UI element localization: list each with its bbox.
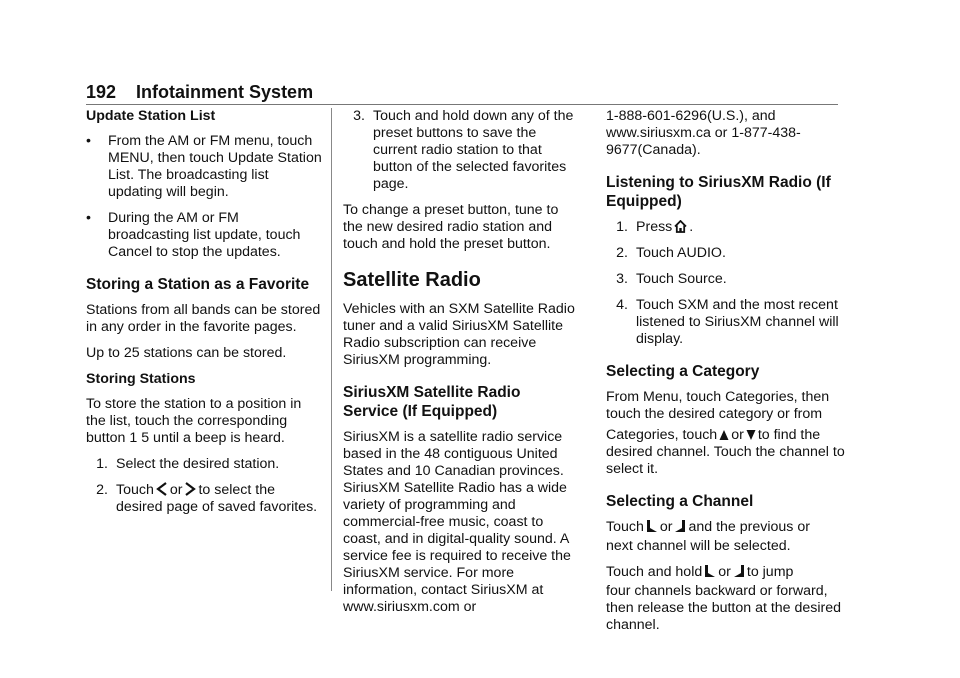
header-rule	[86, 104, 838, 105]
column-divider	[331, 108, 332, 591]
paragraph: four channels backward or forward, then release the button at the desired channel.	[606, 583, 842, 633]
paragraph: To store the station to a position in the list, touch the corresponding button 1 5 until a beep is heard.	[86, 396, 302, 446]
inline-text: or	[659, 519, 673, 535]
step-text: Select the desired station.	[116, 456, 280, 472]
bullet-mark: •	[86, 210, 91, 226]
inline-text: Touch	[606, 519, 644, 535]
inline-text: or	[731, 427, 744, 443]
seek-forward-icon	[646, 519, 658, 533]
paragraph: To change a preset button, tune to the new desired radio station and touch and hold the preset button.	[343, 202, 559, 252]
list-item	[86, 133, 322, 201]
paragraph: SiriusXM is a satellite radio service based in the 48 contiguous United States and 10 Canadian provinces. SiriusXM Satellite Radio has a wide variety of programming and commercial-free music, coast to coast, and in digital-quality sound. A service fee is required to receive the SiriusXM service. For more information, contact SiriusXM at www.siriusxm.com or	[343, 429, 571, 615]
home-icon	[674, 220, 687, 233]
triangle-up-icon	[719, 429, 729, 441]
paragraph: 1-888-601-6296(U.S.), and www.siriusxm.ca or 1-877-438-9677(Canada).	[606, 108, 801, 158]
paragraph: From Menu, touch Categories, then touch the desired category or from	[606, 389, 830, 422]
inline-text: or	[718, 564, 731, 580]
list-item	[86, 482, 322, 516]
list-item	[606, 245, 846, 262]
inline-text: Categories, touch	[606, 427, 718, 443]
inline-text: to find the	[757, 427, 821, 443]
inline-text: and the previous or	[688, 519, 810, 535]
section-heading-channel: Selecting a Channel	[606, 493, 754, 510]
section-heading-service: SiriusXM Satellite Radio Service (If Equipped)	[343, 384, 521, 420]
column-3	[606, 108, 846, 643]
list-item	[86, 210, 322, 261]
storing-stations-title: Storing Stations	[86, 371, 196, 387]
list-item	[86, 456, 322, 473]
step-text: Touch AUDIO.	[636, 245, 726, 261]
step-text: desired page of saved favorites.	[116, 499, 318, 515]
page-number: 192	[86, 82, 117, 102]
step-number: 4.	[616, 297, 628, 313]
inline-text: Touch and hold	[606, 564, 703, 580]
page-title: Infotainment System	[136, 82, 314, 102]
seek-back-icon	[733, 564, 745, 578]
section-heading-listening: Listening to SiriusXM Radio (If Equipped)	[606, 174, 831, 210]
update-station-list-title: Update Station List	[86, 108, 216, 124]
list-item	[606, 271, 846, 288]
step-text: to select the	[198, 482, 275, 498]
column-1	[86, 108, 322, 525]
step-number: 1.	[96, 456, 108, 472]
step-number: 3.	[616, 271, 628, 287]
page-header	[86, 82, 313, 103]
bullet-text: During the AM or FM broadcasting list update, touch Cancel to stop the updates.	[108, 210, 301, 260]
seek-back-icon	[674, 519, 686, 533]
paragraph: Up to 25 stations can be stored.	[86, 345, 287, 361]
bullet-text: From the AM or FM menu, touch MENU, then touch Update Station List. The broadcasting list updating will begin.	[108, 133, 322, 200]
step-text: Touch and hold down any of the preset buttons to save the current radio station to that button of the selected favorites page.	[373, 108, 574, 192]
section-heading-satellite-radio: Satellite Radio	[343, 269, 481, 291]
step-text: Touch	[116, 482, 154, 498]
step-text: or	[169, 482, 183, 498]
section-heading-storing: Storing a Station as a Favorite	[86, 276, 310, 293]
step-text: Press	[636, 219, 673, 235]
paragraph	[606, 564, 846, 581]
inline-text: to jump	[746, 564, 794, 580]
chevron-right-icon	[184, 482, 196, 496]
paragraph: Vehicles with an SXM Satellite Radio tuner and a valid SiriusXM Satellite Radio subscription can receive SiriusXM programming.	[343, 301, 575, 368]
step-number: 2.	[96, 482, 108, 498]
list-item	[343, 108, 579, 193]
section-heading-category: Selecting a Category	[606, 363, 760, 380]
step-text: .	[689, 219, 694, 235]
triangle-down-icon	[746, 429, 756, 441]
step-text: Touch Source.	[636, 271, 727, 287]
paragraph	[606, 519, 846, 536]
step-number: 3.	[353, 108, 365, 124]
list-item	[606, 219, 846, 236]
paragraph: next channel will be selected.	[606, 538, 791, 554]
column-2	[343, 108, 579, 625]
step-text: Touch SXM and the most recent listened to SiriusXM channel will display.	[636, 297, 839, 347]
paragraph	[606, 427, 846, 444]
bullet-mark: •	[86, 133, 91, 149]
chevron-left-icon	[156, 482, 168, 496]
list-item	[606, 297, 846, 348]
step-number: 2.	[616, 245, 628, 261]
seek-forward-icon	[704, 564, 716, 578]
paragraph: desired channel. Touch the channel to select it.	[606, 444, 845, 477]
paragraph: Stations from all bands can be stored in any order in the favorite pages.	[86, 302, 321, 335]
step-number: 1.	[616, 219, 628, 235]
